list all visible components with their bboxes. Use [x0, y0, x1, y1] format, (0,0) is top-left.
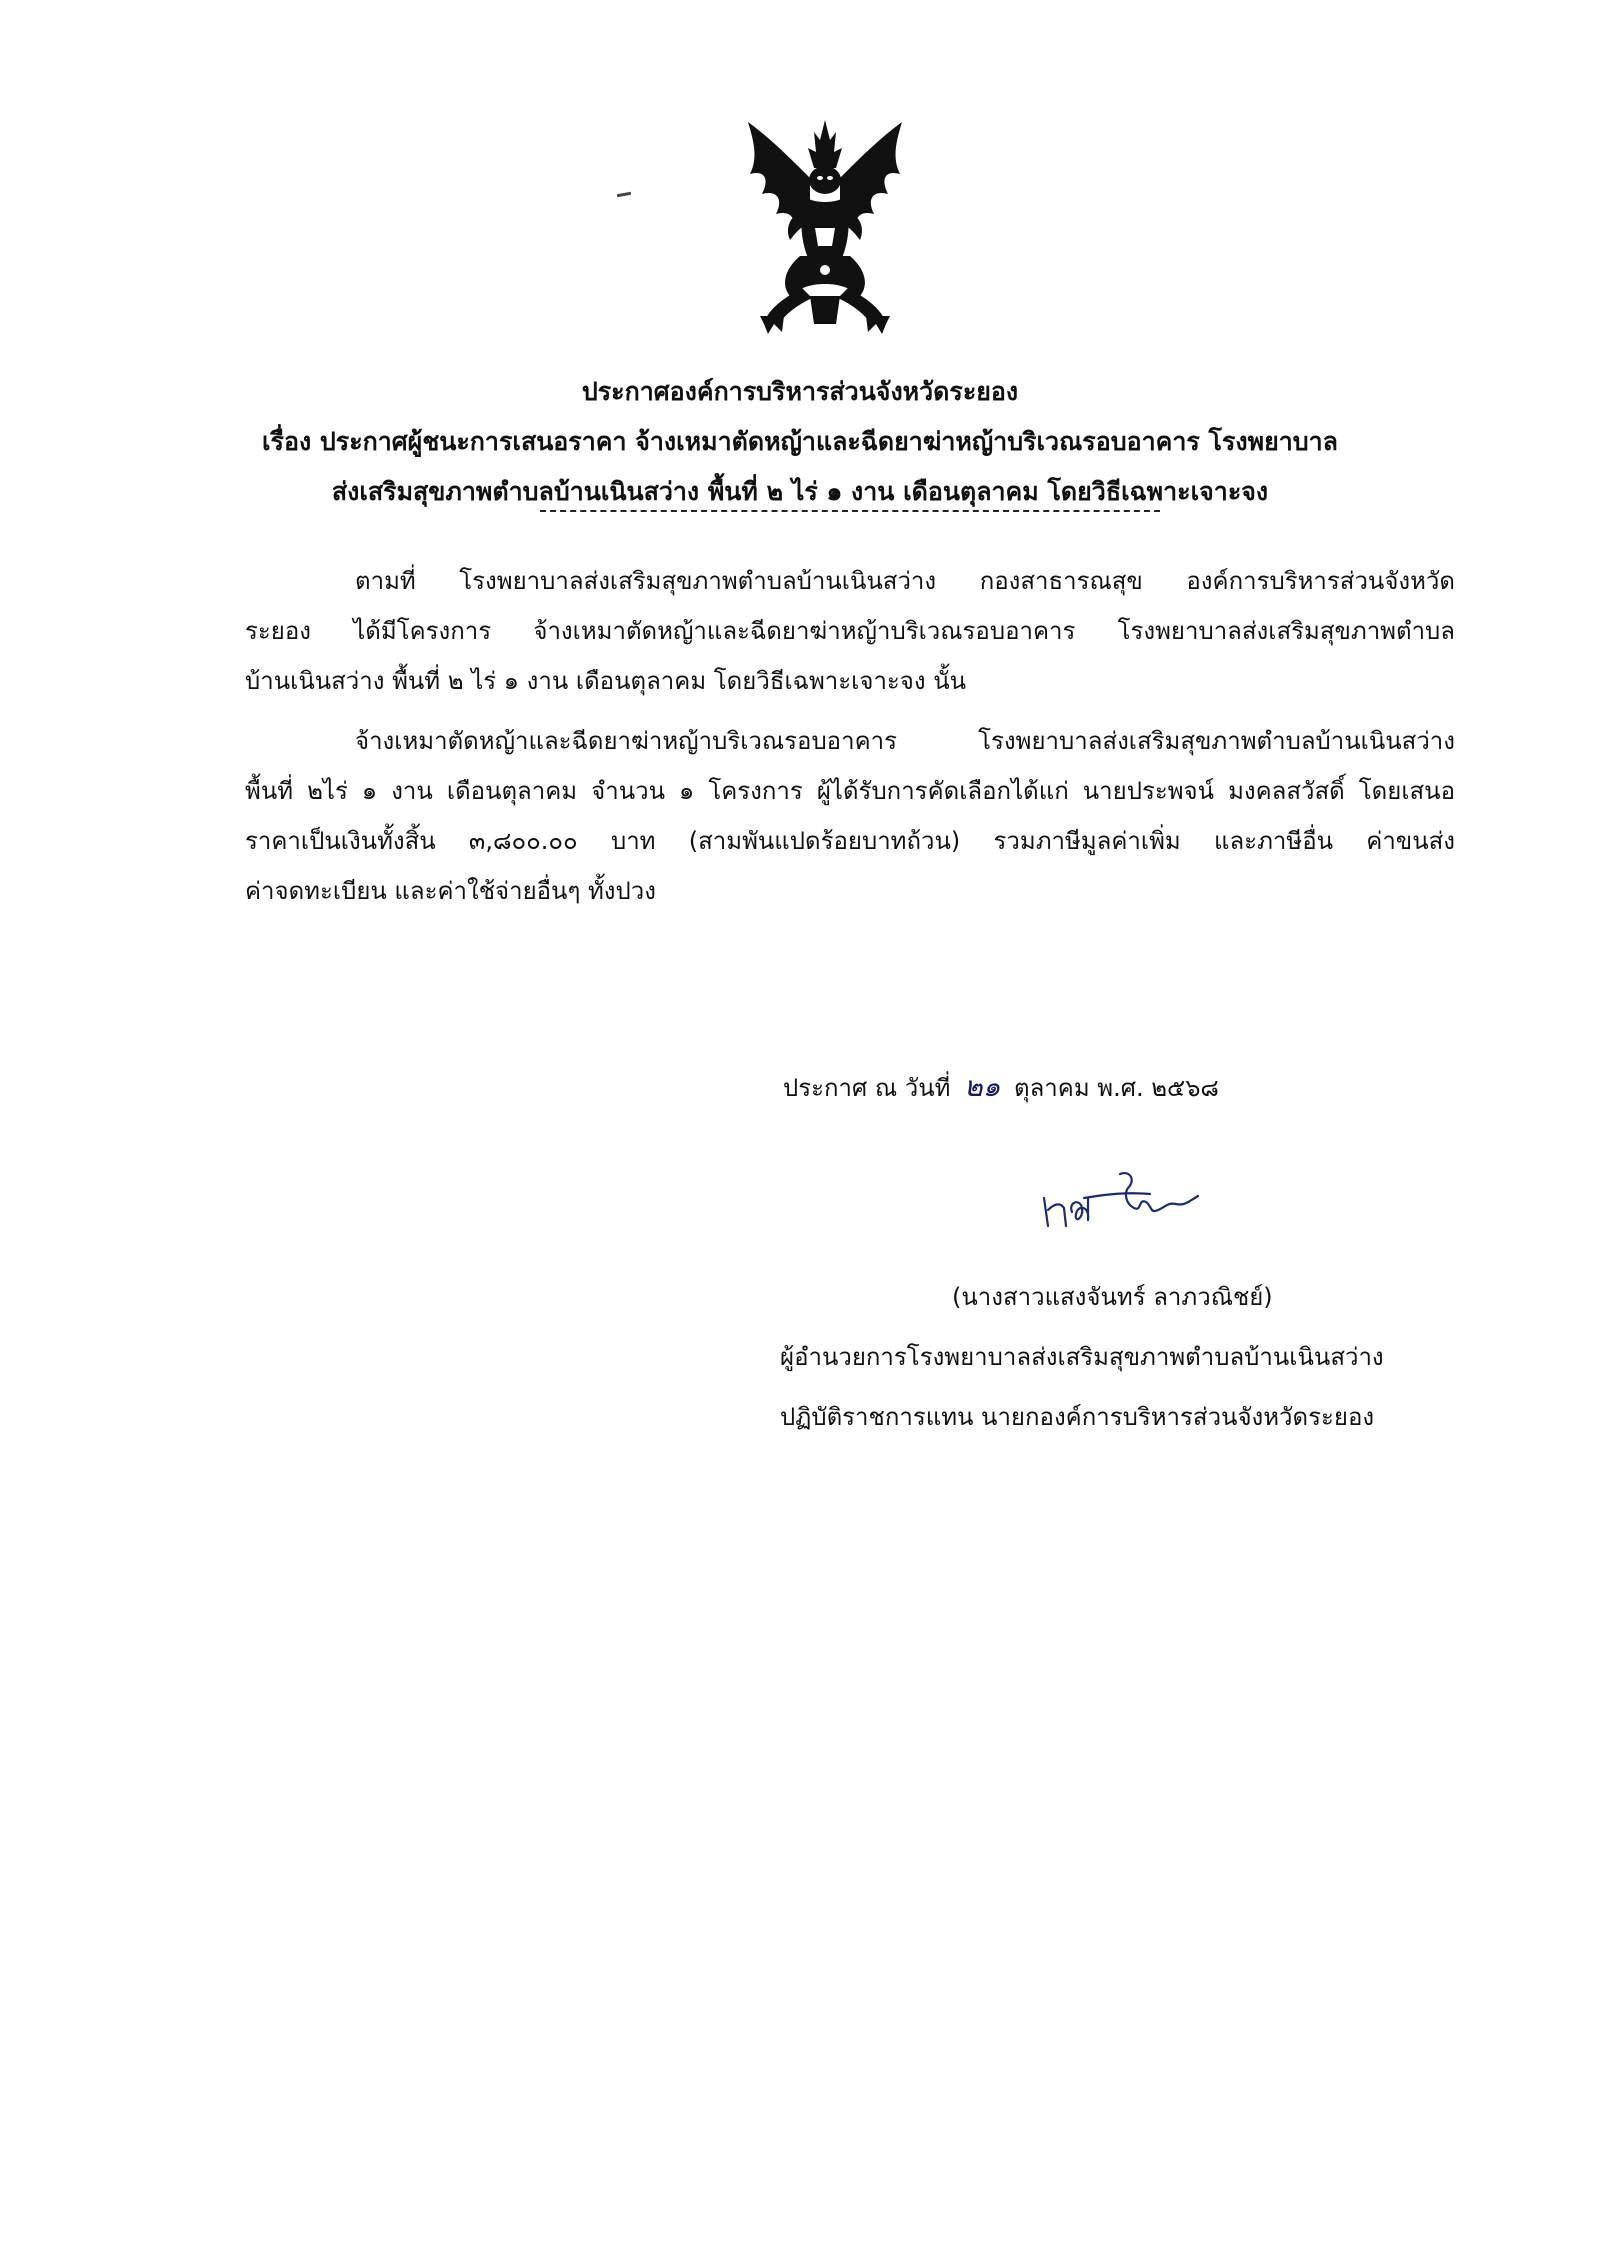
paragraph-1-line-3: บ้านเนินสว่าง พื้นที่ ๒ ไร่ ๑ งาน เดือนตุลาคม โดยวิธีเฉพาะเจาะจง นั้น	[245, 667, 967, 695]
paragraph-2-line-2: พื้นที่ ๒ไร่ ๑ งาน เดือนตุลาคม จำนวน ๑ โครงการ ผู้ได้รับการคัดเลือกได้แก่ นายประพจน์ มงคลสวัสดิ์ โดยเสนอ	[245, 777, 1455, 805]
title-line-1: ประกาศองค์การบริหารส่วนจังหวัดระยอง	[581, 377, 1019, 406]
title-line-2: เรื่อง ประกาศผู้ชนะการเสนอราคา จ้างเหมาตัดหญ้าและฉีดยาฆ่าหญ้าบริเวณรอบอาคาร โรงพยาบาล	[262, 427, 1338, 456]
paragraph-2	[245, 716, 1455, 916]
garuda-emblem-icon	[740, 118, 910, 336]
paragraph-1	[245, 556, 1455, 706]
signatory-position: ผู้อำนวยการโรงพยาบาลส่งเสริมสุขภาพตำบลบ้านเนินสว่าง	[780, 1343, 1384, 1371]
date-day-handwritten: ๒๑	[964, 1070, 1001, 1103]
announcement-date	[783, 1062, 1219, 1113]
signature-block	[780, 1267, 1460, 1447]
paragraph-2-line-3: ราคาเป็นเงินทั้งสิ้น ๓,๘๐๐.๐๐ บาท (สามพันแปดร้อยบาทถ้วน) รวมภาษีมูลค่าเพิ่ม และภาษีอื่น ค่าขนส่ง	[245, 827, 1455, 855]
title-divider	[540, 510, 1160, 512]
paragraph-1-line-1: ตามที่ โรงพยาบาลส่งเสริมสุขภาพตำบลบ้านเนินสว่าง กองสาธารณสุข องค์การบริหารส่วนจังหวัด	[355, 567, 1455, 595]
title-line-3: ส่งเสริมสุขภาพตำบลบ้านเนินสว่าง พื้นที่ ๒ ไร่ ๑ งาน เดือนตุลาคม โดยวิธีเฉพาะเจาะจง	[331, 477, 1269, 506]
date-suffix: ตุลาคม พ.ศ. ๒๕๖๘	[1014, 1074, 1219, 1102]
paragraph-1-line-2: ระยอง ได้มีโครงการ จ้างเหมาตัดหญ้าและฉีดยาฆ่าหญ้าบริเวณรอบอาคาร โรงพยาบาลส่งเสริมสุขภาพตำบล	[245, 617, 1455, 645]
announcement-title	[160, 367, 1440, 517]
handwritten-signature	[1038, 1168, 1218, 1232]
signatory-acting-title: ปฏิบัติราชการแทน นายกองค์การบริหารส่วนจังหวัดระยอง	[780, 1403, 1375, 1431]
date-prefix: ประกาศ ณ วันที่	[783, 1074, 951, 1102]
scan-mark	[617, 192, 631, 197]
paragraph-2-line-1: จ้างเหมาตัดหญ้าและฉีดยาฆ่าหญ้าบริเวณรอบอาคาร โรงพยาบาลส่งเสริมสุขภาพตำบลบ้านเนินสว่าง	[355, 727, 1455, 755]
signatory-name: (นางสาวแสงจันทร์ ลาภวณิชย์)	[952, 1283, 1273, 1311]
paragraph-2-line-4: ค่าจดทะเบียน และค่าใช้จ่ายอื่นๆ ทั้งปวง	[245, 877, 656, 905]
